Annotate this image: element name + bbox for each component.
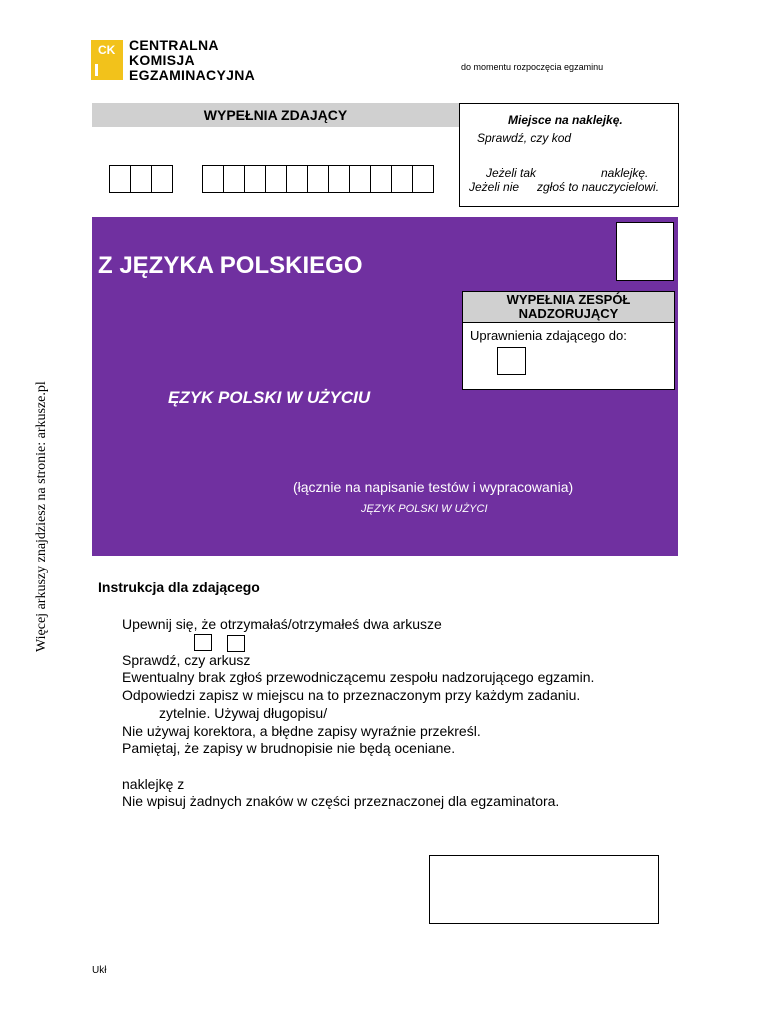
logo-line: EGZAMINACYJNA: [129, 67, 256, 83]
sticker-title: Miejsce na naklejkę.: [508, 113, 623, 127]
instruction-line: Sprawdź, czy arkusz: [122, 652, 251, 668]
pesel-cell[interactable]: [244, 165, 266, 193]
sheet-checkbox[interactable]: [227, 635, 245, 652]
sticker-line3a: Jeżeli nie: [469, 180, 520, 194]
code-square: [616, 222, 674, 281]
pesel-cell[interactable]: [370, 165, 392, 193]
pesel-boxes: [202, 165, 433, 193]
pesel-cell[interactable]: [391, 165, 413, 193]
footer-text: Ukł: [92, 965, 107, 976]
pesel-cell[interactable]: [202, 165, 224, 193]
code-cell[interactable]: [130, 165, 152, 193]
team-panel-header: WYPEŁNIA ZESPÓŁ NADZORUJĄCY: [463, 292, 674, 323]
student-code-boxes: [109, 165, 172, 193]
exam-level-note: JĘZYK POLSKI W UŻYCI: [361, 503, 488, 515]
exam-title: Z JĘZYKA POLSKIEGO: [98, 252, 363, 279]
logo-line: CENTRALNA: [129, 37, 219, 53]
pesel-cell[interactable]: [223, 165, 245, 193]
sheet-checkbox[interactable]: [194, 634, 212, 651]
cke-logo-mark: [91, 40, 123, 80]
pesel-cell[interactable]: [286, 165, 308, 193]
instructions-title: Instrukcja dla zdającego: [98, 579, 260, 595]
sticker-line1: Sprawdź, czy kod: [477, 131, 572, 145]
examiner-box: [429, 855, 659, 924]
sticker-line2b: naklejkę.: [601, 166, 649, 180]
team-panel-label: Uprawnienia zdającego do:: [470, 328, 627, 343]
logo-text: [129, 38, 255, 83]
pesel-cell[interactable]: [412, 165, 434, 193]
exam-subtitle: ĘZYK POLSKI W UŻYCIU: [168, 388, 371, 407]
pesel-cell[interactable]: [307, 165, 329, 193]
top-note: do momentu rozpoczęcia egzaminu: [461, 62, 604, 72]
instruction-line: Pamiętaj, że zapisy w brudnopisie nie będą oceniane.: [122, 740, 456, 756]
pesel-cell[interactable]: [328, 165, 350, 193]
exam-time-note: (łącznie na napisanie testów i wypracowania): [293, 479, 574, 495]
sticker-line2a: Jeżeli tak: [486, 166, 537, 180]
logo-line: KOMISJA: [129, 52, 195, 68]
instruction-line: Nie wpisuj żadnych znaków w części przeznaczonej dla egzaminatora.: [122, 793, 560, 809]
logo-e-shape: [95, 64, 108, 76]
code-cell[interactable]: [151, 165, 173, 193]
pesel-cell[interactable]: [265, 165, 287, 193]
team-panel: [462, 291, 675, 390]
instruction-line: zytelnie. Używaj długopisu/: [159, 705, 328, 721]
student-panel-header: WYPEŁNIA ZDAJĄCY: [92, 103, 459, 127]
pesel-cell[interactable]: [349, 165, 371, 193]
instruction-line: Odpowiedzi zapisz w miejscu na to przeznaczonym przy każdym zadaniu.: [122, 687, 581, 703]
sticker-placeholder: [459, 103, 679, 207]
logo-mark-text: CK: [98, 43, 116, 57]
sticker-line3b: zgłoś to nauczycielowi.: [537, 180, 660, 194]
instruction-line: Ewentualny brak zgłoś przewodniczącemu zespołu nadzorującego egzamin.: [122, 669, 595, 685]
instruction-line: Nie używaj korektora, a błędne zapisy wyraźnie przekreśl.: [122, 723, 481, 739]
code-cell[interactable]: [109, 165, 131, 193]
instruction-line: naklejkę z: [122, 776, 185, 792]
side-watermark: Więcej arkuszy znajdziesz na stronie: arkusze.pl: [34, 381, 49, 652]
permission-checkbox[interactable]: [497, 347, 526, 375]
instruction-line: Upewnij się, że otrzymałaś/otrzymałeś dwa arkusze: [122, 616, 442, 632]
